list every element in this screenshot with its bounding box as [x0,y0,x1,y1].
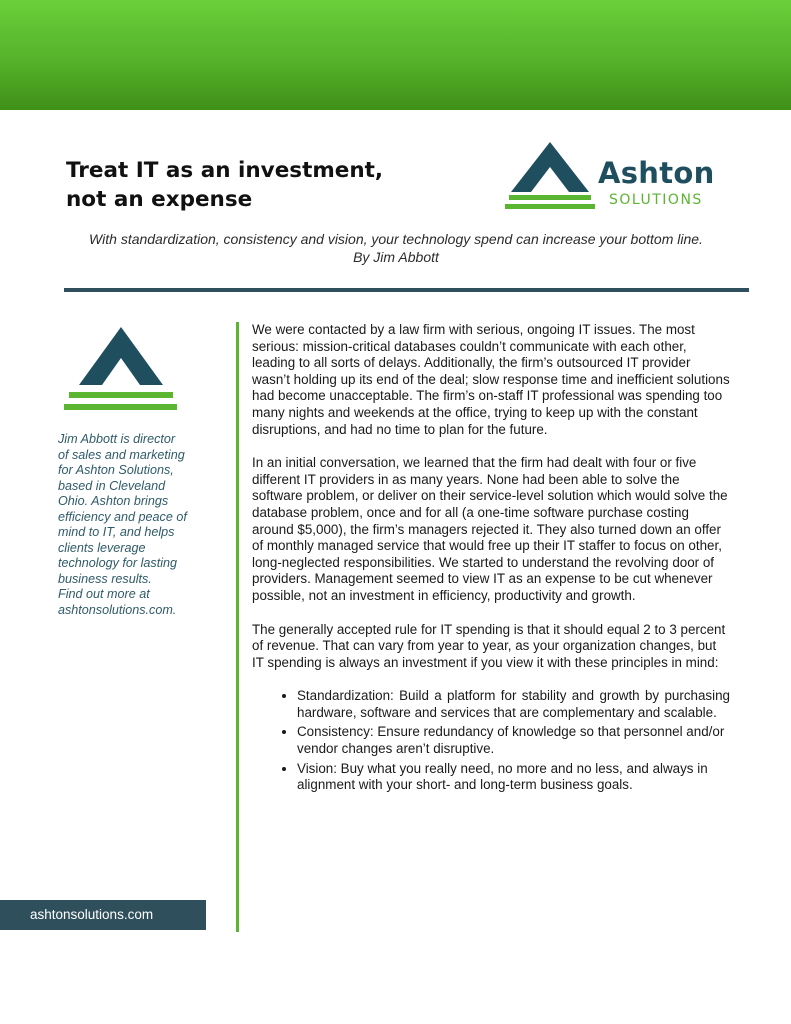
bio-line: Find out more at [58,587,150,601]
bio-line: based in Cleveland [58,478,166,493]
article-body [252,322,730,797]
list-item: • Standardization: Build a platform for stability and growth by purchasing hardware, software and services that are complementary and scalable. [297,688,730,721]
bio-line: efficiency and peace of [58,509,187,524]
triangle-logo-icon [505,140,595,212]
header-band [0,0,791,110]
bio-line: Jim Abbott is director [58,432,176,446]
bio-line: business results. [58,571,152,586]
author-bio [58,432,218,618]
sidebar-logo-icon [63,325,178,415]
article-subtitle: With standardization, consistency and vision, your technology spend can increase your bottom line. By Jim Abbott [89,231,703,265]
article-paragraph: In an initial conversation, we learned that the firm had dealt with four or five different IT providers in as many years. None had been able to solve the software problem, or deliver on their service-level solution which would solve the database problem, once and for all (a one-time software purchase costing around $5,000), the firm’s managers rejected it. They also turned down an offer of monthly managed service that would free up their IT staffer to focus on other, long-neglected responsibilities. We started to understand the revolving door of providers. Management seemed to view IT as an expense to be cut whenever possible, not an investment in efficiency, productivity and growth. [252,455,728,603]
bio-line: technology for lasting [58,556,178,570]
list-item: • Consistency: Ensure redundancy of knowledge so that personnel and/or vendor changes aren’t disruptive. [297,724,730,757]
list-item: • Vision: Buy what you really need, no more and no less, and always in alignment with your short- and long-term business goals. [297,761,730,794]
bio-line: mind to IT, and helps [58,525,175,539]
column-rule [236,322,239,932]
bio-line: for Ashton Solutions, [58,463,174,477]
article-title [66,156,446,214]
bio-line: clients leverage [58,540,146,555]
bio-line: of sales and marketing [58,447,185,462]
title-line-2: not an expense [66,187,253,212]
bio-line: ashtonsolutions.com. [58,602,177,617]
bio-line: Ohio. Ashton brings [58,494,169,508]
website-link[interactable]: ashtonsolutions.com [0,900,206,930]
article-paragraph: The generally accepted rule for IT spending is that it should equal 2 to 3 percent of revenue. That can vary from year to year, as your organization changes, but IT spending is always an investment if you view it with these principles in mind: [252,621,726,670]
section-divider [64,288,749,292]
principles-list [252,688,730,794]
logo-name: Ashton [598,156,715,190]
logo-tagline: SOLUTIONS [609,192,703,208]
title-line-1: Treat IT as an investment, [66,158,384,183]
company-logo [505,140,735,212]
article-paragraph: We were contacted by a law firm with serious, ongoing IT issues. The most serious: mission-critical databases couldn’t communicate with each other, leading to all sorts of delays. Additionally, the firm’s outsourced IT provider wasn’t holding up its end of the deal; slow response time and inefficient solutions had become unacceptable. The firm’s on-staff IT professional was spending too many nights and weekends at the office, trying to keep up with the constant disruptions, and had no time to plan for the future. [252,322,730,437]
